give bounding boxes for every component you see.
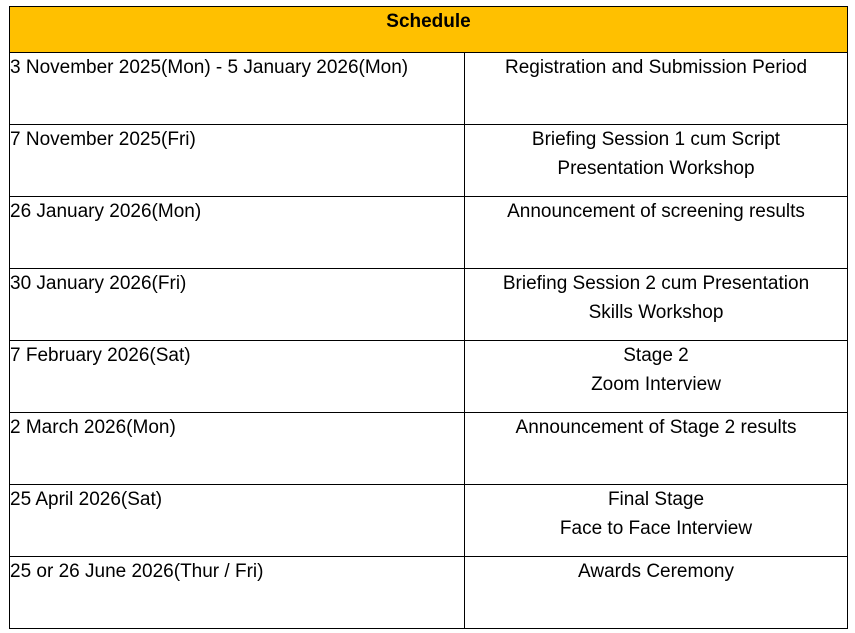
event-line: Presentation Workshop xyxy=(557,158,755,179)
event-cell xyxy=(465,557,848,629)
schedule-table xyxy=(9,6,848,629)
table-row xyxy=(10,341,848,413)
event-cell xyxy=(465,485,848,557)
header-row xyxy=(10,7,848,53)
table-row xyxy=(10,197,848,269)
event-line: Zoom Interview xyxy=(591,374,721,395)
event-line: Briefing Session 2 cum Presentation xyxy=(502,273,810,294)
date-cell: 25 April 2026(Sat) xyxy=(10,485,465,557)
date-cell: 7 February 2026(Sat) xyxy=(10,341,465,413)
event-line: Stage 2 xyxy=(623,345,689,366)
event-line: Briefing Session 1 cum Script xyxy=(531,129,781,150)
table-row xyxy=(10,53,848,125)
event-line: Skills Workshop xyxy=(588,302,724,323)
event-cell xyxy=(465,125,848,197)
table-row xyxy=(10,125,848,197)
date-cell: 3 November 2025(Mon) - 5 January 2026(Mon) xyxy=(10,53,465,125)
event-line: Announcement of screening results xyxy=(507,201,805,222)
event-line: Final Stage xyxy=(607,489,705,510)
event-line: Awards Ceremony xyxy=(578,561,734,582)
table-row xyxy=(10,485,848,557)
schedule-header: Schedule xyxy=(10,7,848,53)
event-cell xyxy=(465,341,848,413)
date-cell: 2 March 2026(Mon) xyxy=(10,413,465,485)
date-cell: 26 January 2026(Mon) xyxy=(10,197,465,269)
event-cell xyxy=(465,413,848,485)
event-cell xyxy=(465,53,848,125)
event-cell xyxy=(465,197,848,269)
table-row xyxy=(10,269,848,341)
event-cell xyxy=(465,269,848,341)
date-cell: 7 November 2025(Fri) xyxy=(10,125,465,197)
event-line: Announcement of Stage 2 results xyxy=(515,417,797,438)
event-line: Registration and Submission Period xyxy=(504,57,808,78)
table-row xyxy=(10,557,848,629)
event-line: Face to Face Interview xyxy=(559,518,753,539)
table-row xyxy=(10,413,848,485)
date-cell: 30 January 2026(Fri) xyxy=(10,269,465,341)
date-cell: 25 or 26 June 2026(Thur / Fri) xyxy=(10,557,465,629)
